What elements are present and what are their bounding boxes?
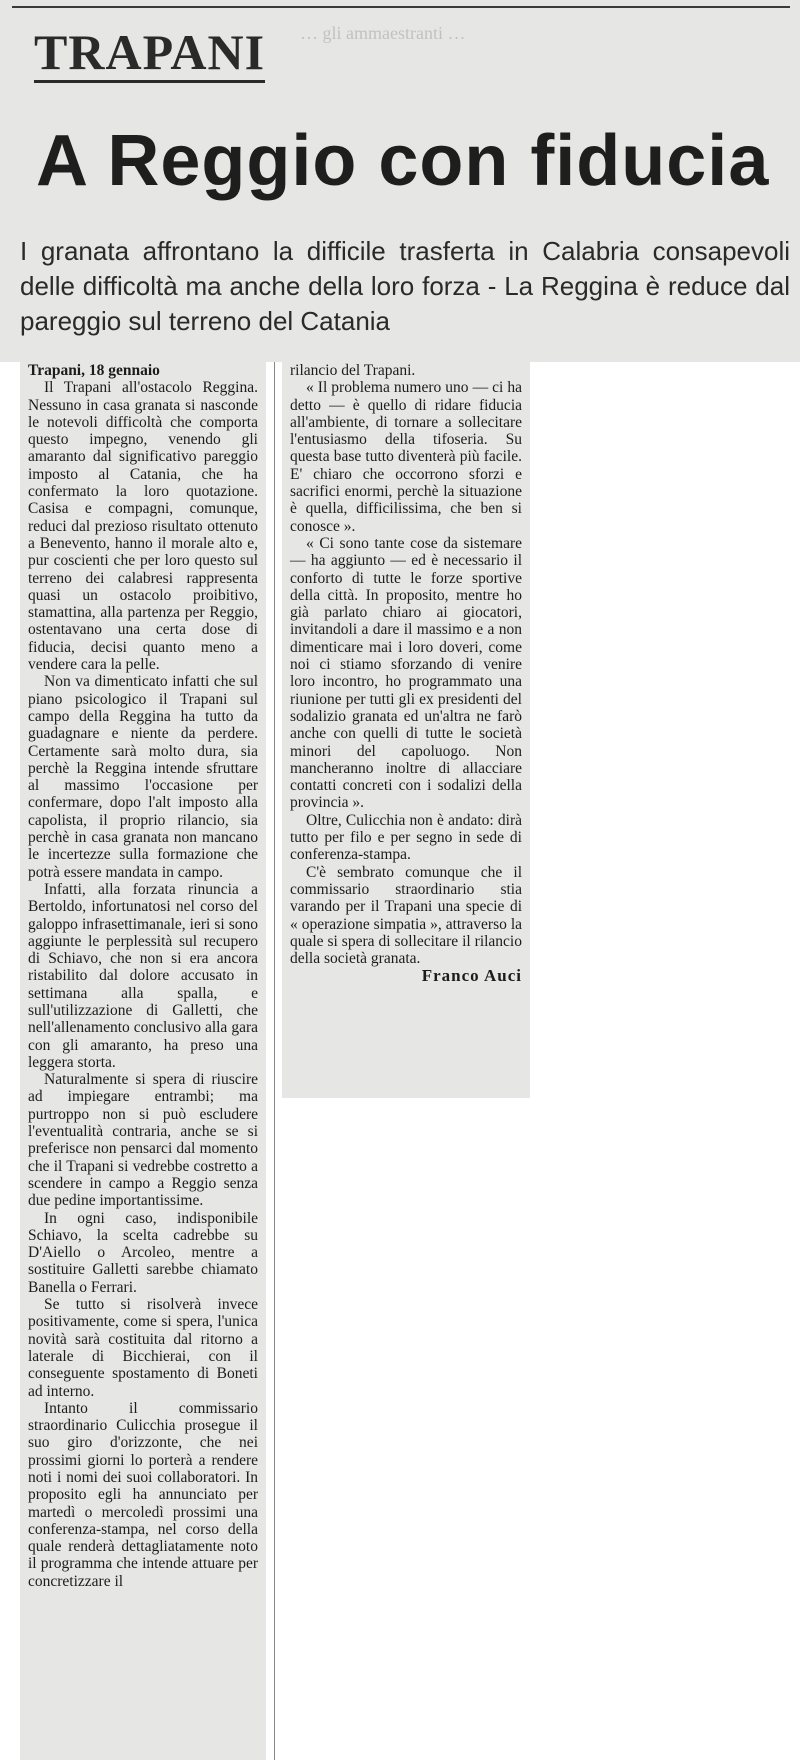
- paragraph: Intanto il commissario straordinario Culicchia prosegue il suo giro d'orizzonte, che nei prossimi giorni lo porterà a rendere noti i nomi dei suoi collaboratori. In proposito egli ha annunciato per martedì o mercoledì prossimi una conferenza-stampa, nel corso della quale renderà dettagliatamente noto il programma che intende attuare per concretizzare il: [28, 1399, 258, 1590]
- paragraph: [28, 362, 258, 379]
- dateline: Trapani, 18 gennaio: [28, 362, 160, 379]
- paragraph: « Il problema numero uno — ci ha detto — è quello di ridare fiducia all'ambiente, di tornare a sollecitare l'entusiasmo della tifoseria. Su questa base tutto diventerà più facile. E' chiaro che occorrono sforzi e sacrifici enormi, perchè la situazione è quella, difficilissima, che ben si conosce ».: [290, 379, 522, 535]
- paragraph: « Ci sono tante cose da sistemare — ha aggiunto — ed è necessario il conforto di tutte le forze sportive della città. In proposito, mentre ho già parlato chiaro ai giocatori, invitandoli a dare il massimo e a non dimenticare mai i loro doveri, come noi ci stiamo sforzando di venire loro incontro, ho programmato una riunione per tutti gli ex presidenti del sodalizio granata ed un'altra ne farò anche con quelli di tutte le società minori del capoluogo. Non mancheranno inoltre di allacciare contatti concreti con i sodalizi della provincia ».: [290, 534, 522, 812]
- paragraph: Se tutto si risolverà invece positivamente, come si spera, l'unica novità sarà costituita dal ritorno a laterale di Bicchierai, con il conseguente spostamento di Boneti ad interno.: [28, 1296, 258, 1400]
- top-rule: [12, 6, 790, 8]
- paragraph: Il Trapani all'ostacolo Reggina. Nessuno in casa granata si nasconde le notevoli difficoltà che comporta questo impegno, venendo gli amaranto dal significativo pareggio imposto al Catania, che ha confermato la loro quotazione. Casisa e compagni, comunque, reduci dal prezioso risultato ottenuto a Benevento, hanno il morale alto e, pur coscienti che per loro questo sul terreno dei calabresi rappresenta quasi un ostacolo proibitivo, stamattina, alla partenza per Reggio, ostentavano una certa dose di fiducia, decisi quanto meno a vendere cara la pelle.: [28, 379, 258, 674]
- bleed-through-text: … gli ammaestranti …: [300, 23, 466, 43]
- paragraph: Oltre, Culicchia non è andato: dirà tutto per filo e per segno in sede di conferenza-stampa.: [290, 811, 522, 864]
- paragraph: C'è sembrato comunque che il commissario straordinario stia varando per il Trapani una specie di « operazione simpatia », attraverso la quale si spera di sollecitare il rilancio della società granata.: [290, 863, 522, 968]
- headline: A Reggio con fiducia: [36, 121, 770, 201]
- subheadline: I granata affrontano la difficile trasferta in Calabria consapevoli delle difficoltà ma anche della loro forza - La Reggina è reduce dal pareggio sul terreno del Catania: [20, 236, 790, 336]
- paragraph: Non va dimenticato infatti che sul piano psicologico il Trapani sul campo della Reggina ha tutto da guadagnare e niente da perdere. Certamente sarà molto dura, sia perchè la Reggina intende sfruttare al massimo l'occasione per confermare, dopo l'alt imposto alla capolista, il proprio rilancio, sia perchè in casa granata non mancano le incertezze sulla formazione che potrà essere mandata in campo.: [28, 673, 258, 881]
- byline: Franco Auci: [421, 966, 522, 986]
- column-divider: [274, 362, 275, 1760]
- article-column-2: [282, 362, 530, 1098]
- paragraph: Naturalmente si spera di riuscire ad impiegare entrambi; ma purtroppo non si può escludere l'eventualità contraria, anche se si preferisce non pensarci dal momento che il Trapani si vedrebbe costretto a scendere in campo a Reggio senza due pedine importantissime.: [28, 1071, 258, 1210]
- paragraph: rilancio del Trapani.: [290, 362, 416, 379]
- section-label: TRAPANI: [34, 26, 265, 83]
- paragraph: Infatti, alla forzata rinuncia a Bertoldo, infortunatosi nel corso del galoppo infrasettimanale, ieri si sono aggiunte le perplessità sul recupero di Schiavo, che non si era ancora ristabilito dal dolore accusato in settimana alla spalla, e sull'utilizzazione di Galletti, che nell'allenamento conclusivo alla gara con gli amaranto, ha preso una leggera storta.: [28, 880, 258, 1071]
- article-column-1: [20, 362, 266, 1760]
- article-header: [0, 0, 800, 362]
- paragraph: In ogni caso, indisponibile Schiavo, la scelta cadrebbe su D'Aiello o Arcoleo, mentre a sostituire Galletti sarebbe chiamato Banella o Ferrari.: [28, 1209, 258, 1296]
